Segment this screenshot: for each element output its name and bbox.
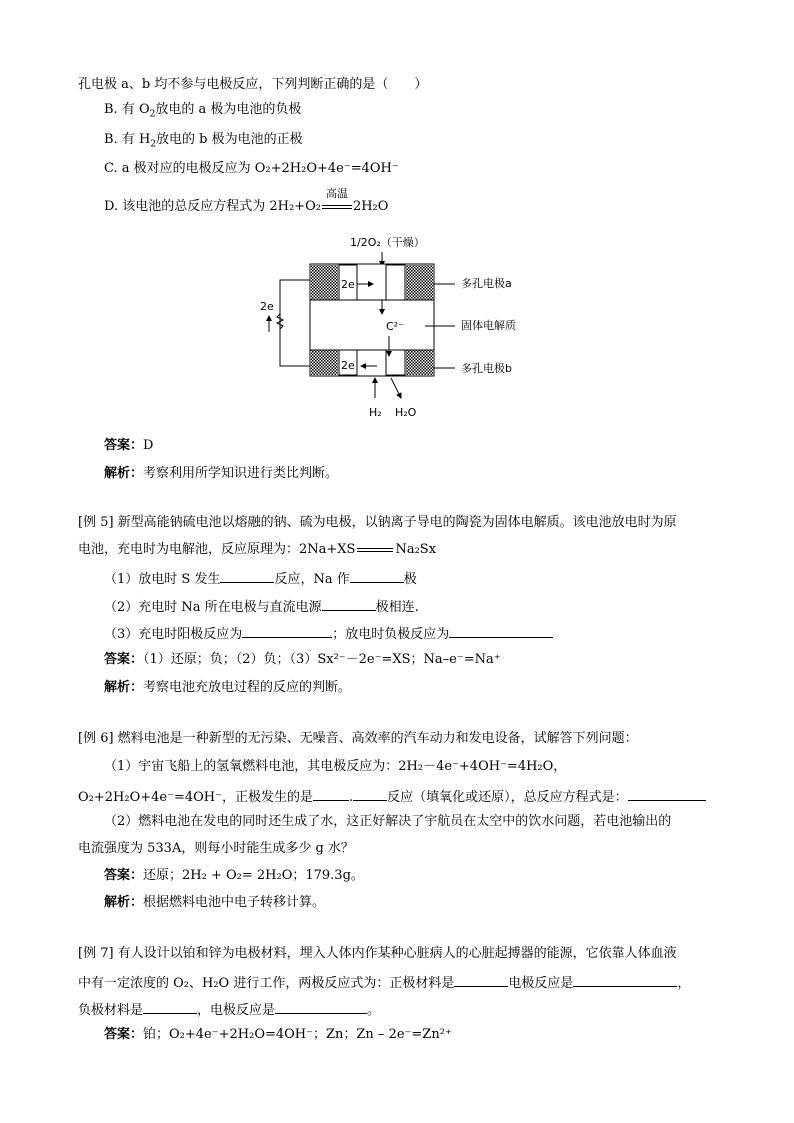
external-electron-label: 2e	[260, 300, 274, 313]
electron-bottom-label: 2e	[341, 359, 355, 372]
q5-answer: 答案：（1）还原；负；（2）负；（3）Sx²⁻－2e⁻=XS；Na–e⁻=Na⁺	[104, 652, 501, 667]
q7-line3: 负极材料是 ，电极反应是 。	[78, 999, 380, 1020]
ion-label: C²⁻	[386, 320, 404, 333]
q6-analysis: 解析：根据燃料电池中电子转移计算。	[104, 895, 326, 910]
electrode-b-label: 多孔电极b	[461, 362, 512, 375]
q4-option-d: D. 该电池的总反应方程式为 2H₂+O₂ 高温 2H₂O	[104, 187, 389, 214]
q5-sub2: （2）充电时 Na 所在电极与直流电源 极相连.	[104, 596, 419, 617]
q6-line2: （1）宇宙飞船上的氢氧燃料电池，其电极反应为：2H₂－4e⁻+4OH⁻=4H₂O，	[104, 759, 567, 774]
electrode-a-left-hatch	[311, 265, 338, 300]
external-wire	[280, 280, 310, 366]
h2-label: H₂	[369, 406, 382, 419]
q4-answer: 答案：D	[104, 438, 154, 453]
electrode-a-right-hatch	[406, 265, 433, 300]
electrode-a-inner-right	[386, 265, 405, 300]
q5-sub3: （3）充电时阳极反应为 ；放电时负极反应为	[104, 623, 553, 644]
q4-option-c: C. a 极对应的电极反应为 O₂+2H₂O+4e⁻=4OH⁻	[104, 161, 399, 176]
q4-option-b: B. 有 $H_2$放电的 b 极为电池的正极	[104, 132, 303, 150]
h2o-outlet-arrow	[391, 378, 401, 398]
q6-line4: （2）燃料电池在发电的同时还生成了水，这正好解决了宇航员在太空中的饮水问题，若电池输出的	[104, 814, 672, 829]
reaction-condition: 高温	[321, 198, 353, 216]
h2o-label: H₂O	[395, 406, 417, 419]
fuel-cell-diagram	[255, 228, 545, 426]
q7-line2: 中有一定浓度的 O₂、H₂O 进行工作，两极反应式为：正极材料是 电极反应是 ，	[78, 972, 690, 993]
q4-analysis: 解析：考察利用所学知识进行类比判断。	[104, 466, 339, 481]
electrode-a-label: 多孔电极a	[461, 277, 512, 290]
q4-option-a: B. 有 $O_2$放电的 a 极为电池的负极	[104, 102, 302, 120]
electrolyte-label: 固体电解质	[461, 319, 516, 332]
q5-sub1: （1）放电时 S 发生 反应，Na 作 极	[104, 568, 417, 589]
electrode-b-left-hatch	[311, 350, 338, 375]
q5-analysis: 解析：考察电池充放电过程的反应的判断。	[104, 680, 352, 695]
q6-line1: [例 6] 燃料电池是一种新型的无污染、无噪音、高效率的汽车动力和发电设备，试解答下列问题：	[78, 731, 638, 746]
q4-stem: 孔电极 a、b 均不参与电极反应，下列判断正确的是（ ）	[78, 77, 428, 92]
electrode-b-right-hatch	[406, 350, 433, 375]
q5-line1: [例 5] 新型高能钠硫电池以熔融的钠、硫为电极，以钠离子导电的陶瓷为固体电解质。该电池放电时为原	[78, 515, 677, 530]
q6-answer: 答案：还原；2H₂ + O₂= 2H₂O；179.3g。	[104, 868, 364, 883]
q5-line2: 电池，充电时为电解池，反应原理为：2Na+XS Na₂Sx	[78, 542, 437, 557]
q6-line5: 电流强度为 533A，则每小时能生成多少 g 水？	[78, 841, 354, 856]
diagram-top-label: 1/2O₂（干燥）	[350, 236, 425, 249]
q7-line1: [例 7] 有人设计以铂和锌为电极材料，埋入人体内作某种心脏病人的心脏起搏器的能源，它依靠人体血液	[78, 946, 677, 961]
electron-top-label: 2e	[341, 278, 355, 291]
q7-answer: 答案：铂；O₂+4e⁻+2H₂O=4OH⁻；Zn；Zn – 2e⁻=Zn²⁺	[104, 1027, 452, 1042]
q6-line3: O₂+2H₂O+4e⁻=4OH⁻，正极发生的是 . 反应（填氧化或还原），总反应方程式是：	[78, 786, 706, 807]
